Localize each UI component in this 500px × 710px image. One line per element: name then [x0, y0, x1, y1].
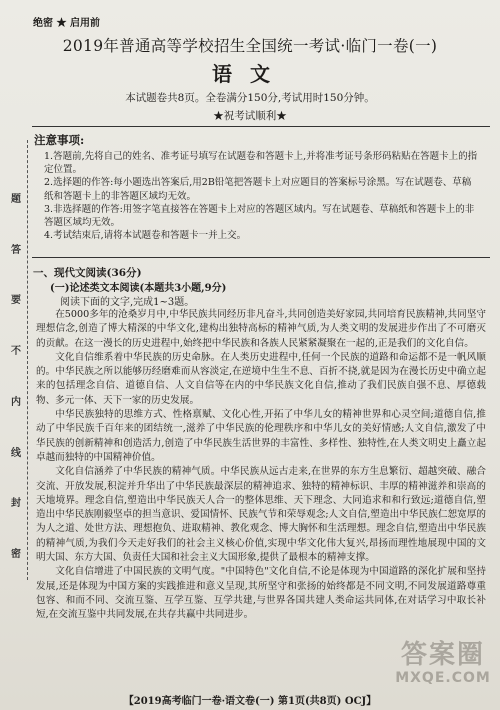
seal-char: 题 [11, 194, 21, 205]
seal-line [27, 140, 28, 580]
seal-char: 不 [11, 346, 21, 358]
seal-char: 封 [11, 498, 21, 510]
seal-char: 线 [11, 447, 21, 459]
reading-passage [36, 308, 486, 623]
seal-text [8, 190, 24, 560]
section-heading: 一、现代文阅读(36分) [33, 267, 142, 279]
seal-char: 要 [11, 295, 21, 307]
site-watermark [392, 640, 494, 706]
passage-paragraph: 在5000多年的沧桑岁月中,中华民族共同经历非凡奋斗,共同创造美好家园,共同培育民族精神,共同坚守理想信念,创造了博大精深的中华文化,建构出独特高标的精神气质,为人类文明的发展进步作出了不可磨灭的贡献。在这一漫长的历史进程中,始终把中华民族和各族人民紧紧凝聚在一起的,正是我们的文化自信。 [36, 309, 486, 349]
passage-paragraph: 中华民族独特的思维方式、性格禀赋、文化心性,开拓了中华儿女的精神世界和心灵空间;道德自信,推动了中华民族千百年来的团结统一,滋养了中华民族的伦理秩序和中华儿女的美好情感;人文自信,激发了中华民族的创新精神和创造活力,创造了中华民族生活世界的丰富性、多样性、独特性,在人类文明史上矗立起卓越而独特的中国精神价值。 [36, 409, 486, 463]
notes-title: 注意事项: [34, 133, 85, 147]
note-item: 3.非选择题的作答:用签字笔直接答在答题卡上对应的答题区域内。写在试题卷、草稿纸和答题卡上的非答题区域均无效。 [44, 203, 475, 229]
note-item: 4.考试结束后,请将本试题卷和答题卡一并上交。 [44, 230, 247, 242]
subject-title: 语文 [212, 62, 288, 86]
page-footer: 【2019高考临门一卷·语文卷(一) 第1页(共8页) OCJ】 [123, 696, 377, 707]
note-item: 2.选择题的作答:每小题选出答案后,用2B铅笔把答题卡上对应题目的答案标号涂黑。写在试题卷、草稿纸和答题卡上的非答题区域均无效。 [44, 177, 472, 202]
passage-paragraph: 文化自信增进了中国民族的文明气度。"中国特色"文化自信,不论是体现为中国道路的深化扩展和坚持发展,还是体现为中国方案的实践推进和意义呈现,其所坚守和张扬的始终都是不同文明,不同发展道路尊重包容、和而不同、交流互鉴、互学互鉴、互学共建,与世界各国共建人类命运共同体,在对话学习中取长补短,在交流互鉴中共同发展,在共存共赢中共同进步。 [36, 566, 486, 621]
subsection-heading: (一)论述类文本阅读(本题共3小题,9分) [50, 283, 227, 294]
confidential-label: 绝密 ★ 启用前 [33, 18, 100, 29]
watermark-logo-text: 答案圈 [400, 640, 485, 670]
exam-title: 2019年普通高等学校招生全国统一考试·临门一卷(一) [62, 37, 438, 55]
good-luck-line: ★祝考试顺利★ [213, 110, 287, 122]
note-item: 1.答题前,先将自己的姓名、准考证号填写在试题卷和答题卡上,并将准考证号条形码粘贴在答题卡上的指定位置。 [44, 151, 478, 176]
watermark-url: MXQE.COM [395, 670, 491, 686]
seal-char: 内 [11, 396, 21, 408]
reading-instruction: 阅读下面的文字,完成1~3题。 [60, 297, 195, 308]
notes-list [44, 150, 478, 242]
passage-paragraph: 文化自信涵养了中华民族的精神气质。中华民族从远古走来,在世界的东方生息繁衍、超越突破、融合交流、开放发展,积淀并升华出了中华民族最深层的精神追求、独特的精神标识、丰厚的精神滋养和崇高的天地境界。理念自信,塑造出中华民族天人合一的整体思维、天下理念、大同追求和和行致远;道德自信,塑造出中华民族刚毅坚卓的担当意识、爱国情怀、民族气节和荣辱观念;人文自信,塑造出中华民族仁恕宽厚的为人之道、处世方法、理想抱负、进取精神、教化观念、博大胸怀和生活理想。理念自信,塑造出中华民族的精神气质,为我们今天走好我们的社会主义核心价值,实现中华文化伟大复兴,昂扬而理性地展现中国的文明大国、东方大国、负责任大国和社会主义大国形象,提供了最根本的精神支撑。 [36, 466, 486, 564]
divider-notes [32, 257, 490, 258]
passage-paragraph: 文化自信维系着中华民族的历史命脉。在人类历史进程中,任何一个民族的道路和命运都不是一帆风顺的。中华民族之所以能够历经磨难而从容淡定,在逆境中生生不息、百折不挠,就是因为在漫长历史中确立起来的包括理念自信、道德自信、人文自信等在内的中华民族文化自信,推动了我们民族自强不息、厚德载物、多元一体、天下一家的历史发展。 [36, 351, 486, 406]
exam-info: 本试题卷共8页。全卷满分150分,考试用时150分钟。 [125, 92, 375, 104]
divider-top [32, 126, 490, 127]
seal-char: 答 [11, 244, 21, 256]
seal-char: 密 [11, 548, 21, 560]
